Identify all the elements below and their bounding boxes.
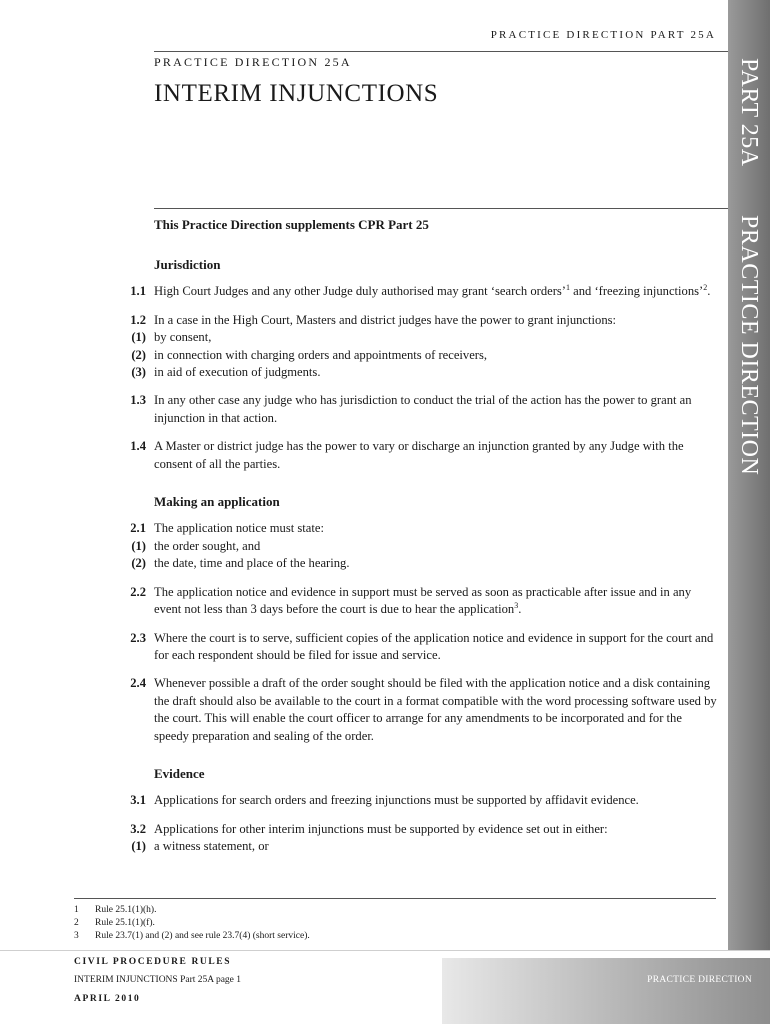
- document-body: [100, 256, 720, 867]
- paragraph-number: 3.2: [130, 821, 146, 836]
- paragraph-text: Whenever possible a draft of the order sought should be filed with the application notice and a disk containing the draft should also be available to the court in a format compatible with the word processing software used by the court. This will enable the court officer to arrange for any amendments to be incorporated and for the speedy preparation and sealing of the order.: [154, 676, 717, 743]
- footnote-rule: [74, 898, 716, 899]
- text-run: High Court Judges and any other Judge duly authorised may grant ‘search orders’: [154, 284, 566, 299]
- paragraph-text: In any other case any judge who has jurisdiction to conduct the trial of the action has the power to grant an injunction in that action.: [154, 393, 692, 425]
- running-head: PRACTICE DIRECTION PART 25A: [490, 29, 716, 41]
- list-item: [100, 329, 720, 346]
- footnote: [74, 904, 310, 917]
- footer-publication: CIVIL PROCEDURE RULES: [74, 957, 232, 967]
- text-run: .: [707, 284, 711, 299]
- footnote: [74, 917, 310, 930]
- footnote-text: Rule 23.7(1) and (2) and see rule 23.7(4) (short service).: [95, 931, 310, 942]
- paragraph-number: 2.4: [130, 676, 146, 691]
- paragraph-number: 2.3: [130, 630, 146, 645]
- paragraph-2-1: [100, 520, 720, 572]
- paragraph-1-2: [100, 312, 720, 382]
- list-item-text: in aid of execution of judgments.: [154, 365, 321, 380]
- footer-band: [442, 958, 770, 1024]
- footnote-text: Rule 25.1(1)(h).: [95, 905, 157, 915]
- title-rule: [154, 208, 728, 209]
- paragraph-number: 2.2: [130, 584, 146, 599]
- list-item-text: the date, time and place of the hearing.: [154, 556, 350, 571]
- footer-rule: [0, 950, 770, 951]
- footnote-ref: 3: [514, 600, 519, 610]
- text-run: .: [518, 602, 522, 617]
- paragraph-text: In a case in the High Court, Masters and district judges have the power to grant injunctions:: [154, 312, 617, 327]
- footnote-number: 1: [74, 905, 79, 915]
- paragraph-1-3: [100, 392, 720, 427]
- list-item-text: the order sought, and: [154, 538, 261, 553]
- list-item: [100, 364, 720, 381]
- section-heading-making-application: Making an application: [154, 494, 280, 510]
- side-tab-part: PART 25A: [736, 58, 762, 167]
- list-item: [100, 347, 720, 364]
- paragraph-number: 3.1: [130, 793, 146, 808]
- list-item-text: in connection with charging orders and appointments of receivers,: [154, 347, 488, 362]
- paragraph-number: 1.2: [130, 312, 146, 327]
- paragraph-number: 1.1: [130, 284, 146, 299]
- side-tab-section: PRACTICE DIRECTION: [736, 215, 762, 476]
- section-heading-jurisdiction: Jurisdiction: [154, 257, 221, 272]
- paragraph-text: [154, 283, 720, 300]
- list-item-text: by consent,: [154, 330, 212, 345]
- practice-direction-label: PRACTICE DIRECTION 25A: [154, 55, 352, 69]
- text-run: The application notice and evidence in support must be served as soon as practicable after issue and in any event not less than 3 days before the court is due to hear the application: [154, 584, 692, 617]
- paragraph-text: A Master or district judge has the power to vary or discharge an injunction granted by any Judge with the consent of all the parties.: [154, 439, 684, 471]
- list-item-number: (1): [131, 330, 146, 345]
- paragraph-2-3: [100, 630, 720, 665]
- text-run: and ‘freezing injunctions’: [570, 284, 704, 299]
- footnote-ref: 1: [566, 283, 570, 293]
- paragraph-number: 1.3: [130, 393, 146, 408]
- paragraph-1-1: [100, 283, 720, 300]
- paragraph-2-2: [100, 584, 720, 619]
- paragraph-text: [154, 584, 720, 619]
- paragraph-3-2: [100, 821, 720, 856]
- footnote-number: 2: [74, 918, 79, 929]
- paragraph-text: Applications for other interim injunctions must be supported by evidence set out in either:: [154, 821, 608, 836]
- paragraph-2-4: [100, 675, 720, 745]
- list-item: [100, 838, 720, 855]
- footer-band-label: PRACTICE DIRECTION: [647, 975, 752, 985]
- paragraph-3-1: [100, 792, 720, 809]
- paragraph-text: Applications for search orders and freezing injunctions must be supported by affidavit evidence.: [154, 793, 639, 808]
- list-item-number: (2): [131, 347, 146, 362]
- list-item-text: a witness statement, or: [154, 839, 269, 854]
- footer-page-ref: INTERIM INJUNCTIONS Part 25A page 1: [74, 975, 242, 985]
- list-item-number: (2): [131, 556, 146, 571]
- list-item: [100, 538, 720, 555]
- supplement-note: This Practice Direction supplements CPR Part 25: [154, 217, 429, 232]
- footer-date: APRIL 2010: [74, 994, 141, 1004]
- header-rule: [154, 51, 728, 52]
- paragraph-text: The application notice must state:: [154, 521, 324, 536]
- list-item-number: (1): [131, 538, 146, 553]
- footnote-ref: 2: [703, 283, 708, 293]
- list-item: [100, 555, 720, 572]
- list-item-number: (3): [131, 365, 146, 380]
- paragraph-number: 1.4: [130, 439, 146, 454]
- footnotes: [74, 904, 310, 944]
- page-title: INTERIM INJUNCTIONS: [154, 80, 439, 107]
- footnote-number: 3: [74, 931, 79, 942]
- section-heading-evidence: Evidence: [154, 765, 205, 781]
- paragraph-number: 2.1: [130, 521, 146, 536]
- footnote-text: Rule 25.1(1)(f).: [95, 918, 155, 929]
- list-item-number: (1): [131, 839, 146, 854]
- footnote: [74, 930, 310, 943]
- paragraph-text: Where the court is to serve, sufficient copies of the application notice and evidence in support for the court and for each respondent should be filed for issue and service.: [154, 630, 714, 662]
- paragraph-1-4: [100, 438, 720, 473]
